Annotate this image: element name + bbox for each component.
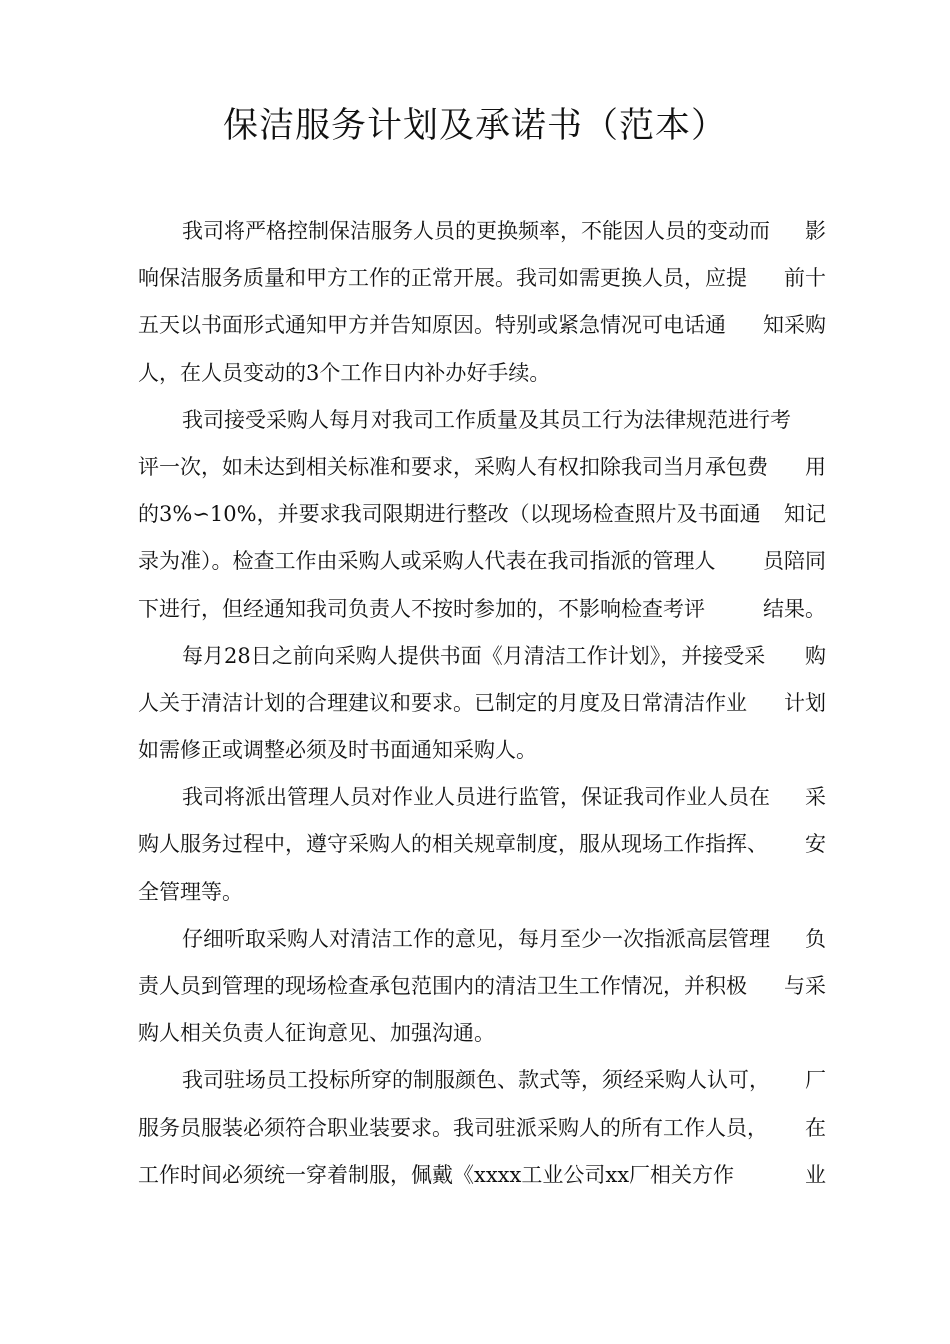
paragraph-line	[138, 1105, 826, 1152]
line-text-segment: 影	[805, 219, 826, 243]
paragraph-line	[138, 869, 826, 916]
line-text-segment: 厂	[805, 1068, 826, 1093]
line-text-segment: 业	[805, 1162, 826, 1187]
document-body	[138, 208, 826, 1199]
line-text-segment: 购人相关负责人征询意见、加强沟通。	[138, 1021, 495, 1046]
line-text-segment: 仔细听取采购人对清洁工作的意见，每月至少一次指派高层管理	[182, 926, 770, 951]
line-text-segment: 每月28日之前向采购人提供书面《月清洁工作计划》，并接受采	[182, 643, 766, 668]
paragraph-line	[138, 916, 826, 963]
paragraph-line	[138, 1057, 826, 1104]
line-text-segment: 在	[805, 1115, 826, 1140]
line-text-segment: 安	[805, 832, 826, 857]
line-text-segment: 人关于清洁计划的合理建议和要求。已制定的月度及日常清洁作业	[138, 690, 747, 715]
line-text-segment: 我司接受采购人每月对我司工作质量及其员工行为法律规范进行考	[182, 407, 791, 432]
line-text-segment: 知记	[784, 502, 826, 527]
paragraph-line	[138, 255, 826, 302]
line-text-segment: 员陪同	[763, 549, 826, 574]
paragraph-line	[138, 633, 826, 680]
paragraph-line	[138, 444, 826, 491]
paragraph-line	[138, 491, 826, 538]
line-text-segment: 知采购	[763, 313, 826, 338]
line-text-segment: 录为准）。检查工作由采购人或采购人代表在我司指派的管理人	[138, 549, 716, 574]
paragraph-line	[138, 1152, 826, 1199]
paragraph-line	[138, 821, 826, 868]
document-title: 保洁服务计划及承诺书（范本）	[222, 106, 727, 146]
line-text-segment: 购	[805, 643, 826, 668]
paragraph-line	[138, 350, 826, 397]
line-text-segment: 责人员到管理的现场检查承包范围内的清洁卫生工作情况，并积极	[138, 974, 747, 998]
paragraph-line	[138, 774, 826, 821]
line-text-segment: 采	[805, 785, 826, 810]
line-text-segment: 五天以书面形式通知甲方并告知原因。特别或紧急情况可电话通	[138, 313, 726, 338]
line-text-segment: 服务员服装必须符合职业装要求。我司驻派采购人的所有工作人员，	[138, 1115, 768, 1140]
line-text-segment: 我司驻场员工投标所穿的制服颜色、款式等，须经采购人认可，	[182, 1068, 770, 1093]
paragraph-line	[138, 1010, 826, 1057]
line-text-segment: 全管理等。	[138, 879, 243, 904]
paragraph-line	[138, 586, 826, 633]
line-text-segment: 前十	[784, 266, 826, 291]
line-text-segment: 与采	[784, 974, 826, 998]
line-text-segment: 的3%∽10%，并要求我司限期进行整改（以现场检查照片及书面通	[138, 502, 761, 527]
line-text-segment: 结果。	[763, 596, 826, 621]
line-text-segment: 计划	[784, 690, 826, 715]
paragraph-line	[138, 680, 826, 727]
paragraph-line	[138, 963, 826, 1010]
line-text-segment: 评一次，如未达到相关标准和要求，采购人有权扣除我司当月承包费	[138, 454, 768, 479]
line-text-segment: 购人服务过程中，遵守采购人的相关规章制度，服从现场工作指挥、	[138, 832, 768, 857]
paragraph-line	[138, 302, 826, 349]
line-text-segment: 人，在人员变动的3个工作日内补办好手续。	[138, 360, 551, 385]
line-text-segment: 如需修正或调整必须及时书面通知采购人。	[138, 738, 537, 763]
line-text-segment: 响保洁服务质量和甲方工作的正常开展。我司如需更换人员，应提	[138, 266, 747, 291]
paragraph-line	[138, 727, 826, 774]
paragraph-line	[138, 538, 826, 585]
line-text-segment: 负	[805, 926, 826, 951]
line-text-segment: 工作时间必须统一穿着制服，佩戴《xxxx工业公司xx厂相关方作	[138, 1162, 735, 1187]
paragraph-line	[138, 208, 826, 255]
paragraph-line	[138, 397, 826, 444]
line-text-segment: 我司将严格控制保洁服务人员的更换频率，不能因人员的变动而	[182, 219, 770, 243]
line-text-segment: 下进行，但经通知我司负责人不按时参加的，不影响检查考评	[138, 596, 705, 621]
line-text-segment: 用	[805, 454, 826, 479]
line-text-segment: 我司将派出管理人员对作业人员进行监管，保证我司作业人员在	[182, 785, 770, 810]
